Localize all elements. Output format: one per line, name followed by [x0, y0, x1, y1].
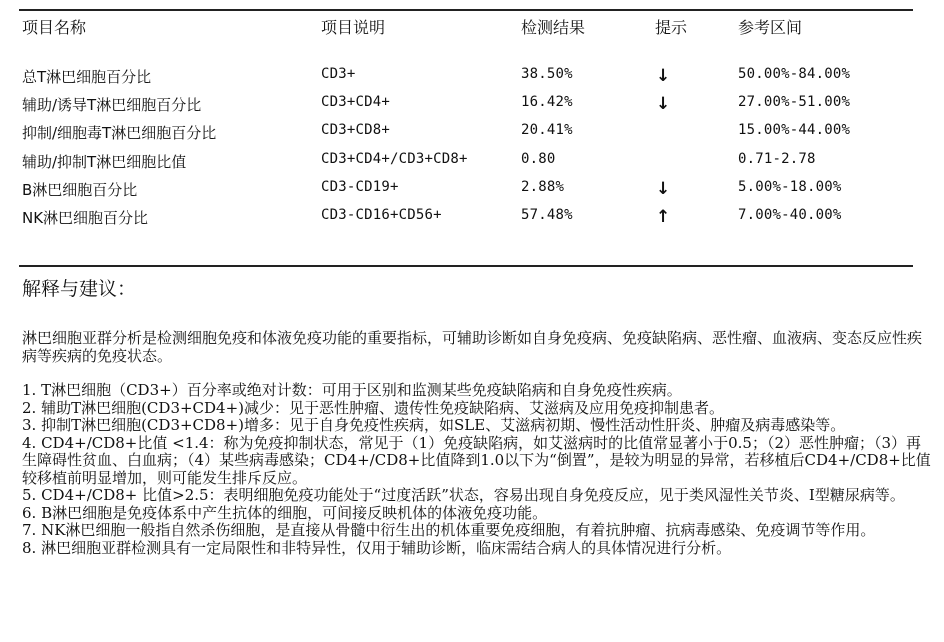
item-reference-range: 5.00%-18.00%: [738, 179, 842, 195]
item-result: 16.42%: [521, 94, 573, 110]
advice-item: 5. CD4+/CD8+ 比值>2.5：表明细胞免疫功能处于“过度活跃”状态，容易出现自身免疫反应，见于类风湿性关节炎、I型糖尿病等。: [22, 486, 905, 504]
header-item-name: 项目名称: [22, 18, 87, 37]
item-description: CD3+CD4+: [321, 94, 391, 110]
table-header: [0, 15, 944, 41]
advice-item: 8. 淋巴细胞亚群检测具有一定局限性和非特异性，仅用于辅助诊断，临床需结合病人的具体情况进行分析。: [22, 538, 732, 557]
table-row: [0, 151, 944, 173]
header-item-description: 项目说明: [321, 18, 386, 37]
table-row: [0, 94, 944, 116]
item-name: 总T淋巴细胞百分比: [22, 68, 152, 86]
item-result: 38.50%: [521, 66, 573, 82]
header-test-result: 检测结果: [521, 18, 586, 37]
item-description: CD3-CD19+: [321, 179, 399, 195]
item-result: 57.48%: [521, 207, 573, 223]
table-row: [0, 122, 944, 144]
item-description: CD3+CD4+/CD3+CD8+: [321, 151, 468, 167]
item-result: 20.41%: [521, 122, 573, 138]
advice-intro: 淋巴细胞亚群分析是检测细胞免疫和体液免疫功能的重要指标，可辅助诊断如自身免疫病、免疫缺陷病、恶性瘤、血液病、变态反应性疾病等疾病的免疫状态。: [22, 329, 923, 365]
top-divider: [19, 9, 913, 11]
item-description: CD3+CD8+: [321, 122, 391, 138]
table-row: [0, 179, 944, 201]
table-row: [0, 66, 944, 88]
advice-item: 3. 抑制T淋巴细胞(CD3+CD8+)增多：见于自身免疫性疾病，如SLE、艾滋病初期、慢性活动性肝炎、肿瘤及病毒感染等。: [22, 416, 846, 434]
advice-item: 7. NK淋巴细胞一般指自然杀伤细胞，是直接从骨髓中衍生出的机体重要免疫细胞，有着抗肿瘤、抗病毒感染、免疫调节等作用。: [22, 521, 876, 539]
up-arrow-icon: ↑: [656, 207, 671, 227]
item-description: CD3-CD16+CD56+: [321, 207, 442, 223]
advice-item: 1. T淋巴细胞（CD3+）百分率或绝对计数：可用于区别和监测某些免疫缺陷病和自身免疫性疾病。: [22, 381, 682, 399]
item-reference-range: 50.00%-84.00%: [738, 66, 851, 82]
down-arrow-icon: ↓: [656, 66, 671, 86]
item-name: 辅助/抑制T淋巴细胞比值: [22, 153, 187, 171]
item-name: NK淋巴细胞百分比: [22, 209, 149, 227]
item-reference-range: 27.00%-51.00%: [738, 94, 851, 110]
advice-title: 解释与建议：: [22, 278, 137, 300]
advice-item: 2. 辅助T淋巴细胞(CD3+CD4+)减少：见于恶性肿瘤、遗传性免疫缺陷病、艾滋病及应用免疫抑制患者。: [22, 398, 725, 417]
item-reference-range: 0.71-2.78: [738, 151, 816, 167]
item-result: 0.80: [521, 151, 556, 167]
header-flag: 提示: [655, 18, 688, 37]
advice-notes: [22, 330, 934, 557]
advice-item: 4. CD4+/CD8+比值 <1.4：称为免疫抑制状态，常见于（1）免疫缺陷病，如艾滋病时的比值常显著小于0.5；（2）恶性肿瘤；（3）再生障碍性贫血、白血病；（4）某些病毒感染；CD4+/CD8+比值降到1.0以下为“倒置”，是较为明显的异常，若移植后CD4+/CD8+比值较移植前明显增加，则可能发生排斥反应。: [22, 433, 931, 487]
item-name: 辅助/诱导T淋巴细胞百分比: [22, 96, 202, 114]
item-description: CD3+: [321, 66, 356, 82]
item-reference-range: 7.00%-40.00%: [738, 207, 842, 223]
advice-item: 6. B淋巴细胞是免疫体系中产生抗体的细胞，可间接反映机体的体液免疫功能。: [22, 503, 548, 522]
item-name: 抑制/细胞毒T淋巴细胞百分比: [22, 124, 217, 142]
down-arrow-icon: ↓: [656, 179, 671, 199]
down-arrow-icon: ↓: [656, 94, 671, 114]
item-reference-range: 15.00%-44.00%: [738, 122, 851, 138]
item-result: 2.88%: [521, 179, 565, 195]
section-divider: [19, 265, 913, 267]
item-name: B淋巴细胞百分比: [22, 181, 138, 199]
header-reference-range: 参考区间: [738, 18, 803, 37]
table-row: [0, 207, 944, 229]
